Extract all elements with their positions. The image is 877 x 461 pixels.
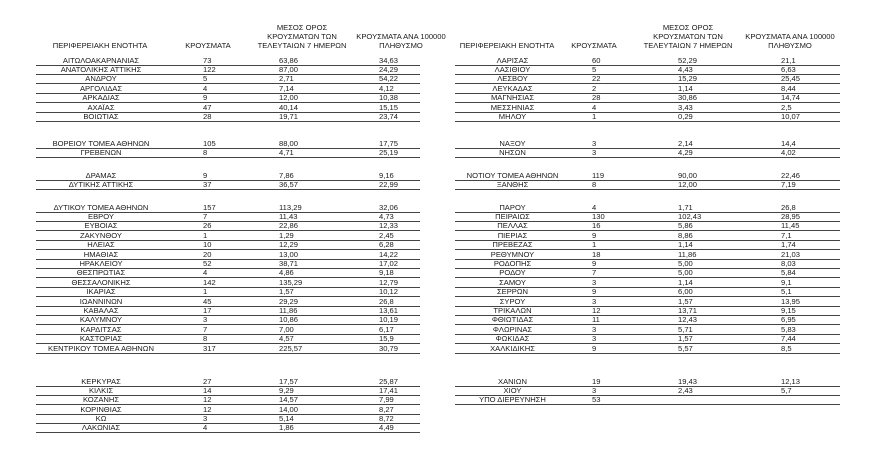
per-100k-value: 30,79 <box>379 344 399 353</box>
seven-day-average-value: 17,57 <box>279 377 299 386</box>
cases-value: 8 <box>203 148 208 157</box>
cases-value: 3 <box>592 334 597 343</box>
row-divider <box>36 189 420 190</box>
region-name: ΚΟΖΑΝΗΣ <box>82 395 120 404</box>
region-name: ΕΒΡΟΥ <box>88 212 114 221</box>
seven-day-average-value: 40,14 <box>279 103 299 112</box>
cases-value: 9 <box>203 171 208 180</box>
cases-value: 17 <box>203 306 212 315</box>
cases-value: 73 <box>203 56 212 65</box>
region-name: ΣΥΡΟΥ <box>499 297 526 306</box>
cases-value: 12 <box>203 395 212 404</box>
region-name: ΣΑΜΟΥ <box>499 278 526 287</box>
seven-day-average-value: 4,71 <box>279 148 294 157</box>
cases-value: 5 <box>203 74 208 83</box>
per-100k-value: 10,19 <box>379 315 399 324</box>
per-100k-value: 5,84 <box>781 268 796 277</box>
cases-value: 22 <box>592 74 601 83</box>
seven-day-average-value: 6,00 <box>678 287 693 296</box>
per-100k-value: 7,99 <box>379 395 394 404</box>
region-name: ΡΟΔΟΥ <box>499 268 526 277</box>
region-name: ΑΡΚΑΔΙΑΣ <box>82 93 120 102</box>
cases-value: 11 <box>592 315 600 324</box>
seven-day-average-value: 135,29 <box>279 278 303 287</box>
per-100k-value: 7,19 <box>781 180 796 189</box>
per-100k-value: 34,63 <box>379 56 399 65</box>
per-100k-value: 2,45 <box>379 231 394 240</box>
per-100k-value: 22,46 <box>781 171 801 180</box>
region-name: ΦΘΙΩΤΙΔΑΣ <box>491 315 534 324</box>
cases-value: 12 <box>592 306 601 315</box>
seven-day-average-value: 113,29 <box>279 203 302 212</box>
seven-day-average-value: 4,29 <box>678 148 693 157</box>
region-name: ΞΑΝΘΗΣ <box>496 180 529 189</box>
cases-value: 7 <box>203 325 208 334</box>
seven-day-average-value: 7,14 <box>279 84 294 93</box>
per-100k-value: 17,75 <box>379 139 399 148</box>
seven-day-average-value: 13,71 <box>678 306 698 315</box>
seven-day-average-value: 36,57 <box>279 180 299 189</box>
row-divider <box>455 121 840 122</box>
region-name: ΠΕΙΡΑΙΩΣ <box>495 212 530 221</box>
row-divider <box>36 121 420 122</box>
region-name: ΧΑΝΙΩΝ <box>498 377 527 386</box>
seven-day-average-value: 4,57 <box>279 334 294 343</box>
region-name: ΚΑΣΤΟΡΙΑΣ <box>79 334 123 343</box>
per-100k-value: 4,49 <box>379 423 394 432</box>
cases-value: 4 <box>203 423 208 432</box>
per-100k-value: 13,61 <box>379 306 399 315</box>
seven-day-average-value: 1,57 <box>678 334 693 343</box>
cases-value: 8 <box>592 180 597 189</box>
cases-value: 122 <box>203 65 216 74</box>
cases-value: 14 <box>203 386 212 395</box>
seven-day-average-value: 11,86 <box>279 306 298 315</box>
region-name: ΠΡΕΒΕΖΑΣ <box>492 240 533 249</box>
region-name: ΛΕΣΒΟΥ <box>497 74 528 83</box>
cases-value: 16 <box>592 221 601 230</box>
seven-day-average-value: 5,86 <box>678 221 693 230</box>
right-header-cases: ΚΡΟΥΣΜΑΤΑ <box>571 41 617 50</box>
seven-day-average-value: 1,86 <box>279 423 294 432</box>
region-name: ΥΠΟ ΔΙΕΡΕΥΝΗΣΗ <box>479 395 546 404</box>
seven-day-average-value: 7,00 <box>279 325 294 334</box>
per-100k-value: 7,44 <box>781 334 796 343</box>
cases-value: 18 <box>592 250 601 259</box>
region-name: ΛΕΥΚΑΔΑΣ <box>492 84 533 93</box>
per-100k-value: 10,38 <box>379 93 399 102</box>
row-divider <box>36 432 420 433</box>
seven-day-average-value: 1,14 <box>678 240 693 249</box>
seven-day-average-value: 19,43 <box>678 377 698 386</box>
row-divider <box>455 404 840 405</box>
cases-value: 3 <box>592 297 597 306</box>
cases-value: 3 <box>592 278 597 287</box>
per-100k-value: 12,79 <box>379 278 399 287</box>
cases-value: 9 <box>592 259 597 268</box>
seven-day-average-value: 1,29 <box>279 231 294 240</box>
per-100k-value: 6,63 <box>781 65 796 74</box>
region-name: ΝΑΞΟΥ <box>499 139 526 148</box>
region-name: ΚΑΛΥΜΝΟΥ <box>79 315 123 324</box>
cases-value: 26 <box>203 221 212 230</box>
cases-value: 7 <box>592 268 597 277</box>
seven-day-average-value: 225,57 <box>279 344 303 353</box>
region-name: ΗΡΑΚΛΕΙΟΥ <box>79 259 123 268</box>
per-100k-value: 8,44 <box>781 84 796 93</box>
left-header-cases: ΚΡΟΥΣΜΑΤΑ <box>185 41 231 50</box>
seven-day-average-value: 1,57 <box>279 287 294 296</box>
cases-value: 1 <box>203 287 208 296</box>
cases-value: 119 <box>592 171 605 180</box>
cases-value: 5 <box>592 65 597 74</box>
cases-value: 1 <box>592 240 597 249</box>
region-name: ΘΕΣΠΡΩΤΙΑΣ <box>76 268 126 277</box>
per-100k-value: 14,74 <box>781 93 801 102</box>
seven-day-average-value: 0,29 <box>678 112 693 121</box>
region-name: ΙΚΑΡΙΑΣ <box>86 287 116 296</box>
per-100k-value: 5,83 <box>781 325 796 334</box>
cases-value: 12 <box>203 405 212 414</box>
per-100k-value: 14,4 <box>781 139 796 148</box>
per-100k-value: 13,95 <box>781 297 801 306</box>
per-100k-value: 15,9 <box>379 334 394 343</box>
seven-day-average-value: 30,86 <box>678 93 698 102</box>
cases-value: 3 <box>592 139 597 148</box>
region-name: ΕΥΒΟΙΑΣ <box>84 221 118 230</box>
seven-day-average-value: 11,86 <box>678 250 697 259</box>
cases-value: 4 <box>203 84 208 93</box>
region-name: ΜΑΓΝΗΣΙΑΣ <box>490 93 535 102</box>
cases-value: 45 <box>203 297 212 306</box>
per-100k-value: 5,7 <box>781 386 792 395</box>
seven-day-average-value: 19,71 <box>279 112 299 121</box>
per-100k-value: 11,45 <box>781 221 800 230</box>
region-name: ΤΡΙΚΑΛΩΝ <box>493 306 532 315</box>
per-100k-value: 9,15 <box>781 306 796 315</box>
cases-value: 53 <box>592 395 601 404</box>
region-name: ΑΧΑΪΑΣ <box>87 103 115 112</box>
seven-day-average-value: 2,14 <box>678 139 693 148</box>
seven-day-average-value: 5,57 <box>678 344 693 353</box>
cases-value: 2 <box>592 84 597 93</box>
region-name: ΛΑΚΩΝΙΑΣ <box>81 423 121 432</box>
per-100k-value: 4,02 <box>781 148 796 157</box>
per-100k-value: 25,19 <box>379 148 399 157</box>
per-100k-value: 8,03 <box>781 259 796 268</box>
row-divider <box>36 157 420 158</box>
region-name: ΧΑΛΚΙΔΙΚΗΣ <box>490 344 535 353</box>
per-100k-value: 54,22 <box>379 74 399 83</box>
seven-day-average-value: 1,14 <box>678 84 693 93</box>
cases-value: 28 <box>592 93 601 102</box>
per-100k-value: 8,5 <box>781 344 792 353</box>
left-header-region: ΠΕΡΙΦΕΡΕΙΑΚΗ ΕΝΟΤΗΤΑ <box>52 41 148 50</box>
cases-value: 130 <box>592 212 605 221</box>
seven-day-average-value: 7,86 <box>279 171 294 180</box>
region-name: ΘΕΣΣΑΛΟΝΙΚΗΣ <box>71 278 131 287</box>
region-name: ΛΑΣΙΘΙΟΥ <box>494 65 531 74</box>
seven-day-average-value: 10,86 <box>279 315 299 324</box>
region-name: ΙΩΑΝΝΙΝΩΝ <box>79 297 123 306</box>
seven-day-average-value: 13,00 <box>279 250 299 259</box>
seven-day-average-value: 87,00 <box>279 65 299 74</box>
cases-value: 317 <box>203 344 216 353</box>
region-name: ΚΩ <box>95 414 107 423</box>
per-100k-value: 6,95 <box>781 315 796 324</box>
seven-day-average-value: 3,43 <box>678 103 693 112</box>
region-name: ΔΡΑΜΑΣ <box>85 171 117 180</box>
seven-day-average-value: 12,29 <box>279 240 299 249</box>
per-100k-value: 6,28 <box>379 240 394 249</box>
per-100k-value: 26,8 <box>781 203 796 212</box>
seven-day-average-value: 90,00 <box>678 171 698 180</box>
region-name: ΦΛΩΡΙΝΑΣ <box>492 325 533 334</box>
per-100k-value: 5,1 <box>781 287 792 296</box>
per-100k-value: 26,8 <box>379 297 394 306</box>
region-name: ΖΑΚΥΝΘΟΥ <box>80 231 122 240</box>
per-100k-value: 32,06 <box>379 203 399 212</box>
cases-value: 7 <box>203 212 208 221</box>
seven-day-average-value: 14,00 <box>279 405 299 414</box>
row-divider <box>455 157 840 158</box>
seven-day-average-value: 15,29 <box>678 74 698 83</box>
seven-day-average-value: 5,00 <box>678 268 693 277</box>
seven-day-average-value: 1,71 <box>678 203 693 212</box>
region-name: ΚΑΒΑΛΑΣ <box>83 306 119 315</box>
seven-day-average-value: 102,43 <box>678 212 702 221</box>
row-divider <box>455 189 840 190</box>
cases-value: 9 <box>203 93 208 102</box>
region-name: ΜΕΣΣΗΝΙΑΣ <box>490 103 535 112</box>
per-100k-value: 8,72 <box>379 414 394 423</box>
seven-day-average-value: 12,43 <box>678 315 698 324</box>
per-100k-value: 8,27 <box>379 405 394 414</box>
seven-day-average-value: 5,00 <box>678 259 693 268</box>
right-header-per100k: ΚΡΟΥΣΜΑΤΑ ΑΝΑ 100000 ΠΛΗΘΥΣΜΟ <box>745 32 835 50</box>
cases-value: 47 <box>203 103 212 112</box>
row-divider <box>455 353 840 354</box>
seven-day-average-value: 9,29 <box>279 386 294 395</box>
seven-day-average-value: 4,86 <box>279 268 294 277</box>
cases-value: 4 <box>592 203 597 212</box>
row-divider <box>36 353 420 354</box>
cases-value: 142 <box>203 278 216 287</box>
per-100k-value: 25,87 <box>379 377 399 386</box>
cases-value: 9 <box>592 231 597 240</box>
region-name: ΧΙΟΥ <box>503 386 522 395</box>
seven-day-average-value: 29,29 <box>279 297 299 306</box>
cases-value: 3 <box>592 325 597 334</box>
seven-day-average-value: 12,00 <box>678 180 698 189</box>
seven-day-average-value: 38,71 <box>279 259 299 268</box>
region-name: ΒΟΡΕΙΟΥ ΤΟΜΕΑ ΑΘΗΝΩΝ <box>52 139 150 148</box>
seven-day-average-value: 1,14 <box>678 278 693 287</box>
per-100k-value: 7,1 <box>781 231 792 240</box>
region-name: ΚΕΝΤΡΙΚΟΥ ΤΟΜΕΑ ΑΘΗΝΩΝ <box>48 344 154 353</box>
cases-value: 157 <box>203 203 216 212</box>
cases-value: 10 <box>203 240 212 249</box>
cases-value: 3 <box>203 414 208 423</box>
right-header-avg: ΜΕΣΟΣ ΟΡΟΣ ΚΡΟΥΣΜΑΤΩΝ ΤΩΝ ΤΕΛΕΥΤΑΙΩΝ 7 ΗΜΕΡΩΝ <box>643 23 733 50</box>
per-100k-value: 15,15 <box>379 103 399 112</box>
per-100k-value: 28,95 <box>781 212 801 221</box>
region-name: ΣΕΡΡΩΝ <box>496 287 529 296</box>
seven-day-average-value: 88,00 <box>279 139 299 148</box>
region-name: ΝΗΣΩΝ <box>499 148 526 157</box>
cases-value: 105 <box>203 139 216 148</box>
right-header-region: ΠΕΡΙΦΕΡΕΙΑΚΗ ΕΝΟΤΗΤΑ <box>459 41 555 50</box>
seven-day-average-value: 52,29 <box>678 56 698 65</box>
cases-value: 4 <box>592 103 597 112</box>
region-name: ΚΙΛΚΙΣ <box>88 386 114 395</box>
per-100k-value: 4,73 <box>379 212 394 221</box>
cases-value: 8 <box>203 334 208 343</box>
region-name: ΜΗΛΟΥ <box>498 112 527 121</box>
per-100k-value: 17,02 <box>379 259 399 268</box>
region-name: ΒΟΙΩΤΙΑΣ <box>83 112 119 121</box>
cases-value: 28 <box>203 112 212 121</box>
per-100k-value: 10,07 <box>781 112 801 121</box>
per-100k-value: 17,41 <box>379 386 399 395</box>
per-100k-value: 9,18 <box>379 268 394 277</box>
region-name: ΠΕΛΛΑΣ <box>497 221 528 230</box>
cases-value: 3 <box>592 386 597 395</box>
seven-day-average-value: 2,71 <box>279 74 294 83</box>
cases-value: 60 <box>592 56 601 65</box>
region-name: ΔΥΤΙΚΟΥ ΤΟΜΕΑ ΑΘΗΝΩΝ <box>53 203 149 212</box>
cases-value: 52 <box>203 259 212 268</box>
seven-day-average-value: 11,43 <box>279 212 298 221</box>
region-name: ΚΕΡΚΥΡΑΣ <box>81 377 121 386</box>
cases-value: 20 <box>203 250 212 259</box>
seven-day-average-value: 8,86 <box>678 231 693 240</box>
region-name: ΑΝΑΤΟΛΙΚΗΣ ΑΤΤΙΚΗΣ <box>60 65 142 74</box>
seven-day-average-value: 1,57 <box>678 297 693 306</box>
cases-value: 37 <box>203 180 212 189</box>
per-100k-value: 22,99 <box>379 180 399 189</box>
region-name: ΑΙΤΩΛΟΑΚΑΡΝΑΝΙΑΣ <box>62 56 140 65</box>
per-100k-value: 24,29 <box>379 65 399 74</box>
per-100k-value: 2,5 <box>781 103 792 112</box>
cases-value: 3 <box>203 315 208 324</box>
per-100k-value: 10,12 <box>379 287 399 296</box>
cases-value: 1 <box>203 231 208 240</box>
per-100k-value: 6,17 <box>379 325 394 334</box>
per-100k-value: 14,22 <box>379 250 399 259</box>
seven-day-average-value: 12,00 <box>279 93 299 102</box>
per-100k-value: 9,16 <box>379 171 394 180</box>
per-100k-value: 21,1 <box>781 56 796 65</box>
per-100k-value: 25,45 <box>781 74 801 83</box>
region-name: ΗΜΑΘΙΑΣ <box>83 250 119 259</box>
region-name: ΡΕΘΥΜΝΟΥ <box>490 250 535 259</box>
per-100k-value: 21,03 <box>781 250 801 259</box>
region-name: ΑΝΔΡΟΥ <box>85 74 117 83</box>
seven-day-average-value: 4,43 <box>678 65 693 74</box>
seven-day-average-value: 5,14 <box>279 414 294 423</box>
cases-value: 4 <box>203 268 208 277</box>
per-100k-value: 1,74 <box>781 240 796 249</box>
per-100k-value: 12,33 <box>379 221 399 230</box>
cases-value: 3 <box>592 148 597 157</box>
region-name: ΡΟΔΟΠΗΣ <box>493 259 532 268</box>
region-name: ΝΟΤΙΟΥ ΤΟΜΕΑ ΑΘΗΝΩΝ <box>466 171 559 180</box>
seven-day-average-value: 63,86 <box>279 56 299 65</box>
region-name: ΔΥΤΙΚΗΣ ΑΤΤΙΚΗΣ <box>68 180 134 189</box>
per-100k-value: 4,12 <box>379 84 394 93</box>
per-100k-value: 9,1 <box>781 278 792 287</box>
region-name: ΦΩΚΙΔΑΣ <box>495 334 530 343</box>
left-header-avg: ΜΕΣΟΣ ΟΡΟΣ ΚΡΟΥΣΜΑΤΩΝ ΤΩΝ ΤΕΛΕΥΤΑΙΩΝ 7 ΗΜΕΡΩΝ <box>257 23 347 50</box>
region-name: ΑΡΓΟΛΙΔΑΣ <box>79 84 123 93</box>
seven-day-average-value: 5,71 <box>678 325 693 334</box>
region-name: ΗΛΕΙΑΣ <box>87 240 115 249</box>
per-100k-value: 12,13 <box>781 377 801 386</box>
region-name: ΚΟΡΙΝΘΙΑΣ <box>80 405 122 414</box>
region-name: ΠΙΕΡΙΑΣ <box>497 231 528 240</box>
per-100k-value: 23,74 <box>379 112 399 121</box>
cases-value: 27 <box>203 377 212 386</box>
seven-day-average-value: 22,86 <box>279 221 299 230</box>
region-name: ΚΑΡΔΙΤΣΑΣ <box>80 325 122 334</box>
cases-value: 19 <box>592 377 601 386</box>
region-name: ΛΑΡΙΣΑΣ <box>496 56 529 65</box>
cases-value: 9 <box>592 344 597 353</box>
cases-value: 1 <box>592 112 597 121</box>
seven-day-average-value: 2,43 <box>678 386 693 395</box>
region-name: ΠΑΡΟΥ <box>499 203 526 212</box>
cases-value: 9 <box>592 287 597 296</box>
seven-day-average-value: 14,57 <box>279 395 299 404</box>
region-name: ΓΡΕΒΕΝΩΝ <box>80 148 122 157</box>
left-header-per100k: ΚΡΟΥΣΜΑΤΑ ΑΝΑ 100000 ΠΛΗΘΥΣΜΟ <box>356 32 446 50</box>
